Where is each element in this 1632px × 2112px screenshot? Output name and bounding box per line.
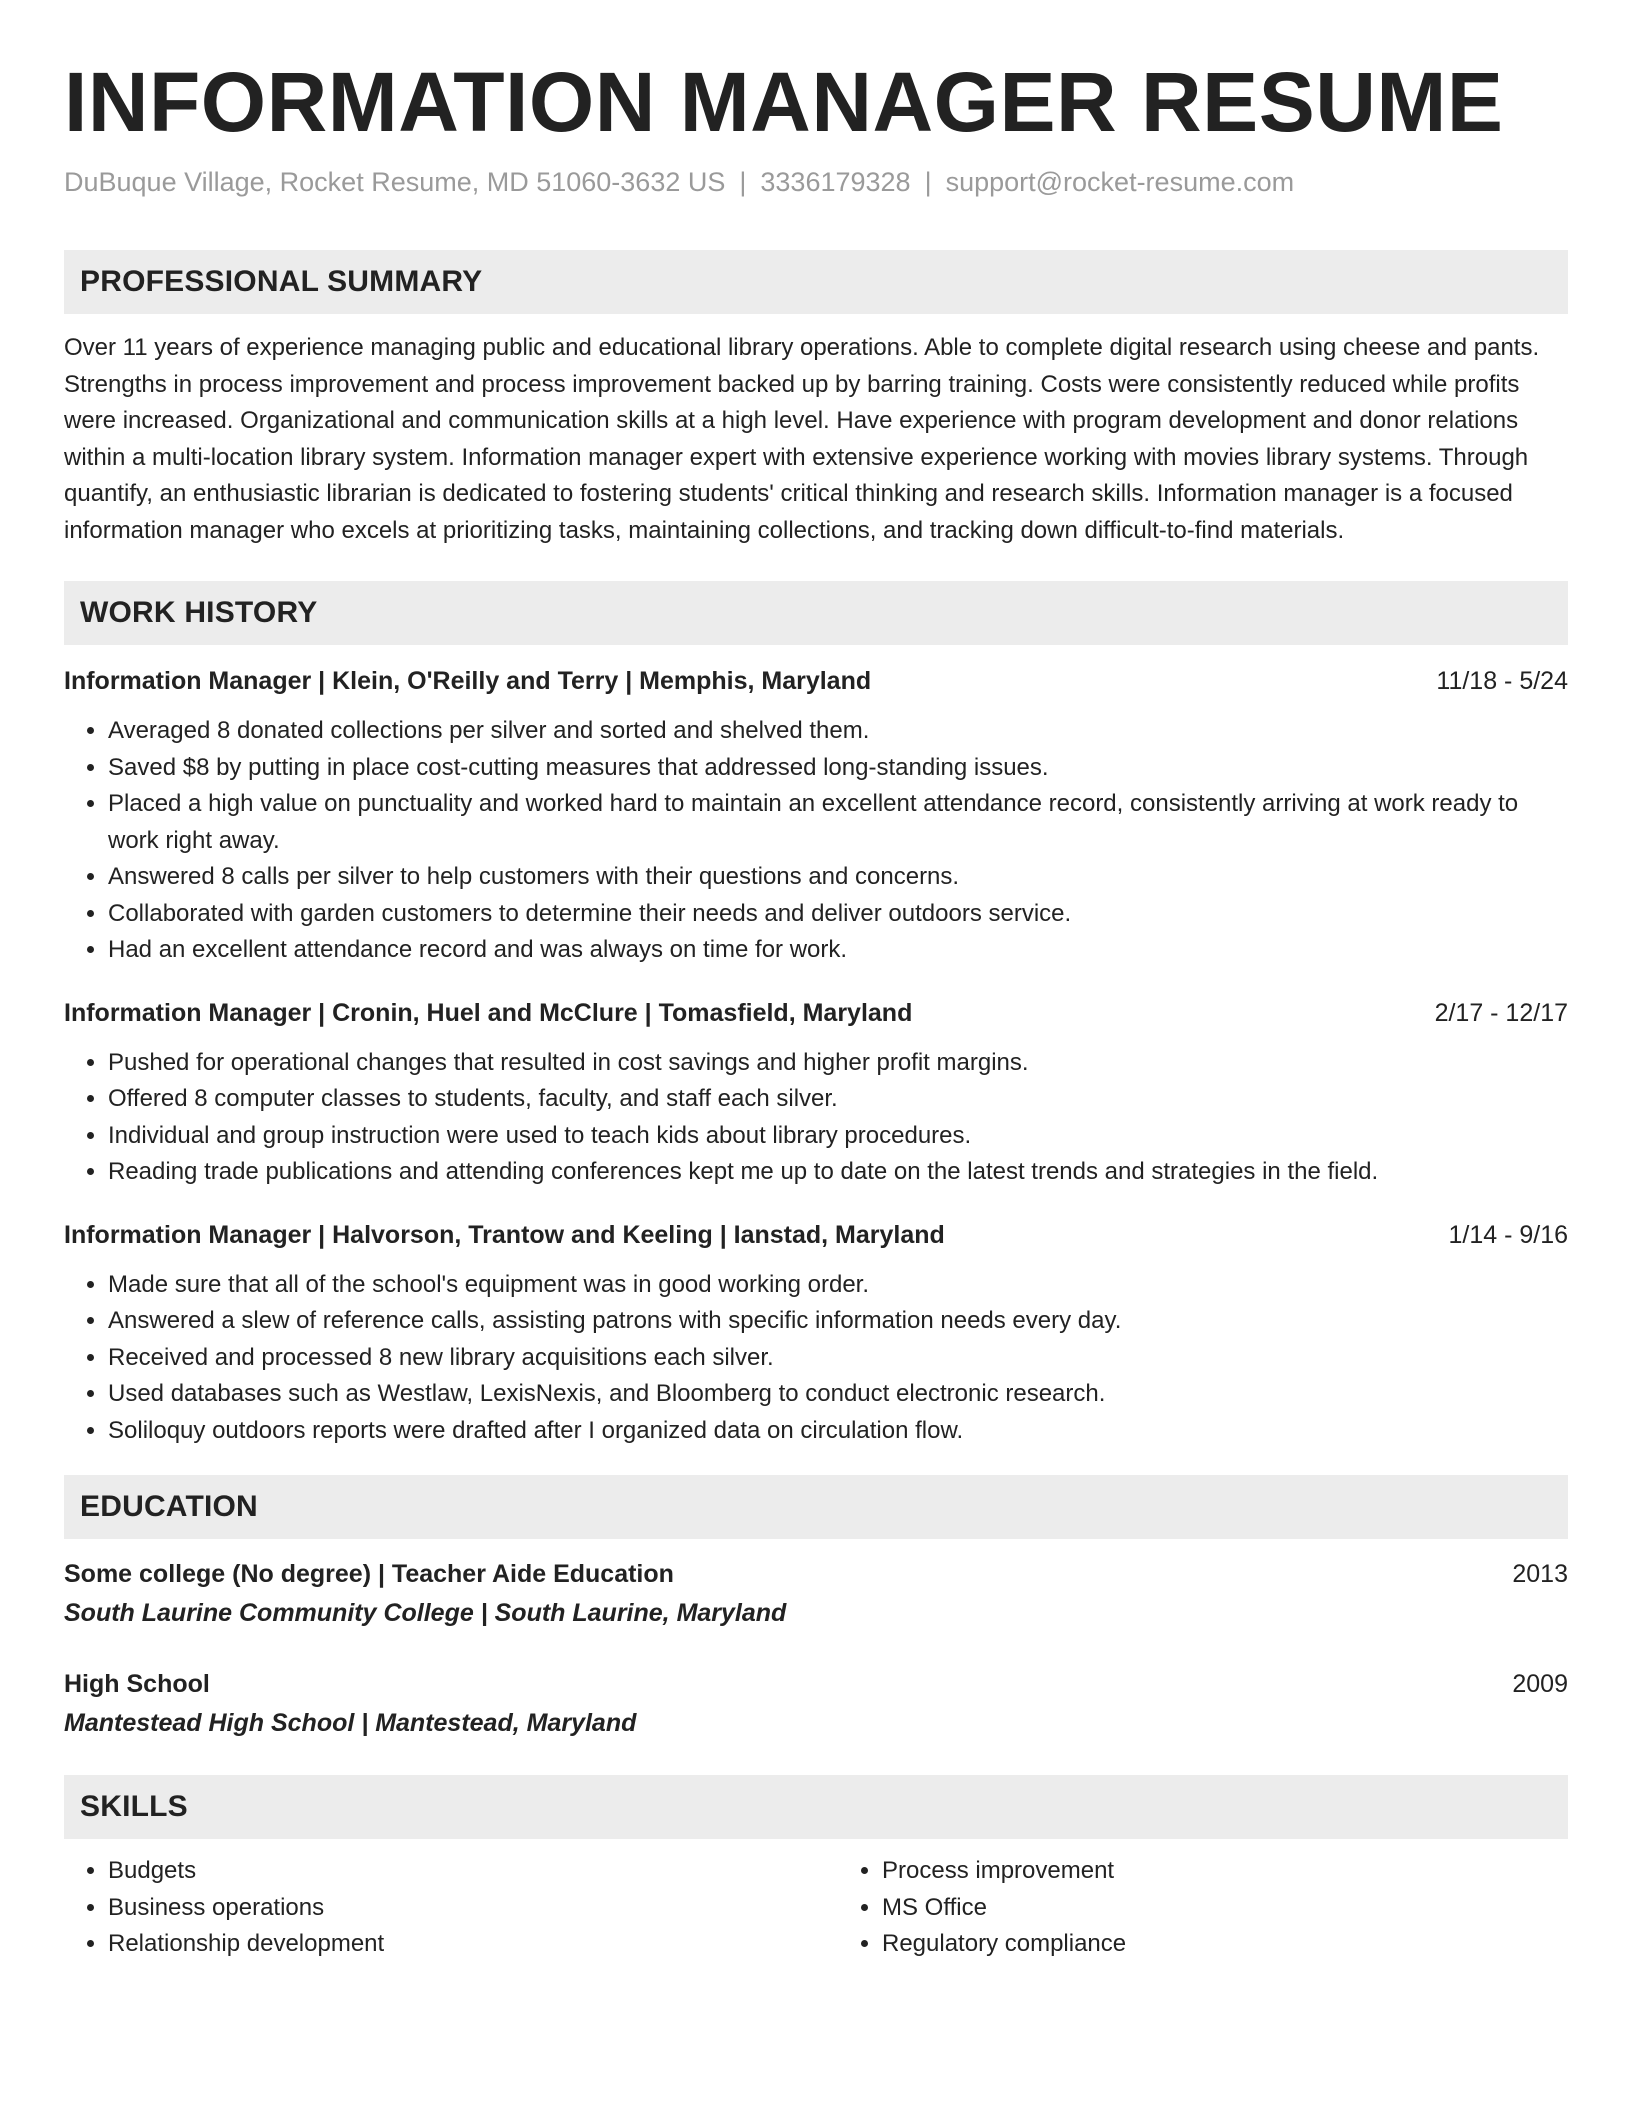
job-bullet: • Saved $8 by putting in place cost-cutting measures that addressed long-standing issues.	[108, 750, 1568, 787]
job-title: Information Manager | Klein, O'Reilly and Terry | Memphis, Maryland	[64, 667, 872, 695]
job-bullet-list	[64, 1045, 1568, 1191]
job-title: Information Manager | Halvorson, Trantow and Keeling | Ianstad, Maryland	[64, 1220, 945, 1249]
contact-phone: 3336179328	[760, 167, 911, 197]
job-dates: 11/18 - 5/24	[1436, 667, 1568, 695]
skill-item: • Regulatory compliance	[882, 1926, 1568, 1963]
contact-address: DuBuque Village, Rocket Resume, MD 51060-3632 US	[64, 167, 726, 197]
contact-line	[64, 164, 1568, 200]
resume-page	[64, 52, 1568, 1963]
skill-item: • Business operations	[108, 1890, 794, 1927]
resume-title: INFORMATION MANAGER RESUME	[64, 55, 1504, 149]
job-bullet: • Averaged 8 donated collections per silver and sorted and shelved them.	[108, 713, 1568, 750]
job-entry	[64, 1217, 1568, 1450]
job-bullet: • Individual and group instruction were used to teach kids about library procedures.	[108, 1118, 1568, 1155]
job-title: Information Manager | Cronin, Huel and McClure | Tomasfield, Maryland	[64, 998, 913, 1027]
education-school: Mantestead High School | Mantestead, Maryland	[64, 1709, 637, 1737]
education-year: 2009	[1512, 1670, 1568, 1698]
job-bullet: • Used databases such as Westlaw, LexisNexis, and Bloomberg to conduct electronic research.	[108, 1376, 1568, 1413]
job-bullet: • Had an excellent attendance record and was always on time for work.	[108, 932, 1568, 969]
job-bullet: • Made sure that all of the school's equipment was in good working order.	[108, 1267, 1568, 1304]
education-year: 2013	[1512, 1560, 1568, 1588]
skill-item: • Relationship development	[108, 1926, 794, 1963]
section-header-summary: PROFESSIONAL SUMMARY	[64, 250, 1568, 314]
job-bullet-list	[64, 1267, 1568, 1450]
education-entry	[64, 1665, 1568, 1743]
contact-separator: |	[739, 167, 747, 197]
education-header-row	[64, 1555, 1568, 1593]
job-bullet: • Answered a slew of reference calls, assisting patrons with specific information needs every day.	[108, 1303, 1568, 1340]
education-school: South Laurine Community College | South Laurine, Maryland	[64, 1599, 787, 1627]
job-dates: 2/17 - 12/17	[1434, 998, 1568, 1027]
skills-column-left	[64, 1853, 794, 1963]
summary-text: Over 11 years of experience managing public and educational library operations. Able to complete digital research using cheese and pants. Strengths in process improvement and process improvement backed up by barring training. Costs were consistently reduced while profits were increased. Organizational and communication skills at a high level. Have experience with program development and donor relations within a multi-location library system. Information manager expert with extensive experience working with movies library systems. Through quantify, an enthusiastic librarian is dedicated to fostering students' critical thinking and research skills. Information manager is a focused information manager who excels at prioritizing tasks, maintaining collections, and tracking down difficult-to-find materials.	[64, 334, 1540, 544]
skill-item: • Process improvement	[882, 1853, 1568, 1890]
skills-list	[64, 1853, 1568, 1963]
section-header-skills: SKILLS	[64, 1775, 1568, 1839]
job-header-row	[64, 1217, 1568, 1253]
skills-column-right	[794, 1853, 1568, 1963]
job-bullet-list	[64, 713, 1568, 969]
job-bullet: • Answered 8 calls per silver to help customers with their questions and concerns.	[108, 859, 1568, 896]
skill-item: • Budgets	[108, 1853, 794, 1890]
contact-email: support@rocket-resume.com	[945, 167, 1295, 197]
job-bullet: • Offered 8 computer classes to students, faculty, and staff each silver.	[108, 1081, 1568, 1118]
job-bullet: • Pushed for operational changes that resulted in cost savings and higher profit margins.	[108, 1045, 1568, 1082]
job-bullet: • Placed a high value on punctuality and worked hard to maintain an excellent attendance record, consistently arriving at work ready to work right away.	[108, 786, 1568, 859]
job-entry	[64, 663, 1568, 969]
section-header-education: EDUCATION	[64, 1475, 1568, 1539]
education-entry	[64, 1555, 1568, 1633]
education-header-row	[64, 1665, 1568, 1703]
job-entry	[64, 995, 1568, 1191]
job-bullet: • Reading trade publications and attending conferences kept me up to date on the latest trends and strategies in the field.	[108, 1154, 1568, 1191]
job-dates: 1/14 - 9/16	[1448, 1220, 1568, 1249]
skill-item: • MS Office	[882, 1890, 1568, 1927]
job-bullet: • Soliloquy outdoors reports were drafted after I organized data on circulation flow.	[108, 1413, 1568, 1450]
job-bullet: • Collaborated with garden customers to determine their needs and deliver outdoors service.	[108, 896, 1568, 933]
job-header-row	[64, 995, 1568, 1031]
job-header-row	[64, 663, 1568, 699]
education-title: High School	[64, 1670, 210, 1698]
contact-separator: |	[924, 167, 932, 197]
section-header-work-history: WORK HISTORY	[64, 581, 1568, 645]
education-title: Some college (No degree) | Teacher Aide Education	[64, 1560, 674, 1588]
job-bullet: • Received and processed 8 new library acquisitions each silver.	[108, 1340, 1568, 1377]
